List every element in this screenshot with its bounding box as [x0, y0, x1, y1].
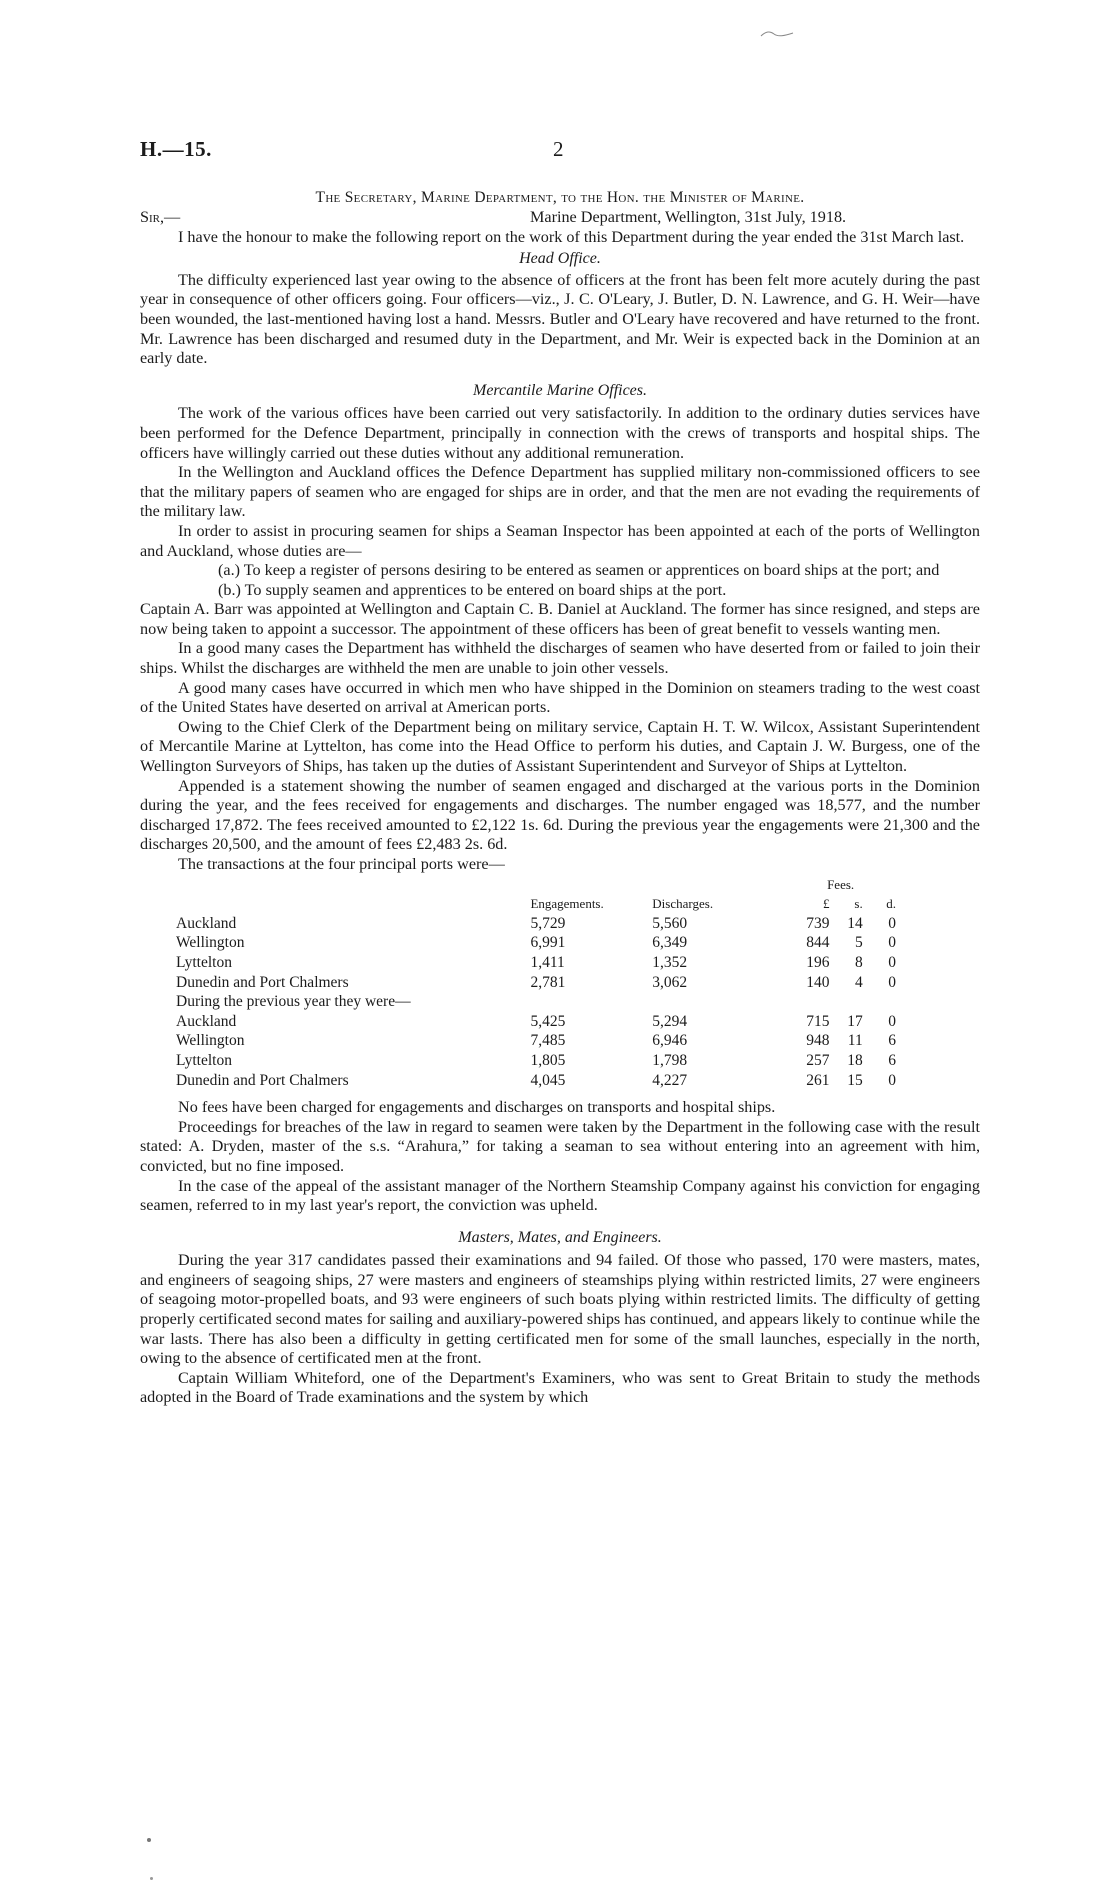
fee-pence: 6: [888, 1051, 896, 1069]
engagements-value: 5,729: [530, 914, 566, 932]
port-name: Auckland: [176, 1012, 237, 1030]
after-table-paragraph-3: In the case of the appeal of the assistant manager of the Northern Steamship Company against his conviction for engaging seamen, referred to in my last year's report, the conviction was upheld.: [140, 1176, 980, 1215]
pence-header: d.: [886, 896, 896, 912]
pounds-header: £: [823, 896, 830, 912]
fee-shillings: 18: [847, 1051, 863, 1069]
fee-pence: 0: [888, 1012, 896, 1030]
fee-pence: 0: [888, 953, 896, 971]
head-office-paragraph: The difficulty experienced last year owing to the absence of officers at the front has been felt more acutely during the past year in consequence of other officers going. Four officers—viz., J. C. O'Leary, J. Butler, D. N. Lawrence, and G. H. Weir—have been wounded, the last-mentioned having lost a hand. Messrs. Butler and O'Leary have recovered and have returned to the front. Mr. Lawrence has been discharged and resumed duty in the Department, and Mr. Weir is expected back in the Dominion at an early date.: [140, 270, 980, 368]
port-transactions-table: [176, 875, 896, 1091]
discharges-value: 5,294: [652, 1012, 688, 1030]
mercantile-paragraph-2: In the Wellington and Auckland offices the Defence Department has supplied military non-commissioned officers to see that the military papers of seamen who are engaged for ships are in order, and that the men are not evading the requirements of the military law.: [140, 463, 980, 521]
discharges-value: 3,062: [652, 973, 688, 991]
discharges-value: 1,798: [652, 1051, 688, 1069]
table-row: [176, 953, 896, 973]
engagements-value: 6,991: [530, 934, 566, 952]
discharges-value: 1,352: [652, 953, 688, 971]
port-name: Dunedin and Port Chalmers: [176, 1071, 349, 1089]
mercantile-paragraph-8: Appended is a statement showing the number of seamen engaged and discharged at the various ports in the Dominion during the year, and the fees received for engagements and discharges. The number engaged was 18,577, and the number discharged 17,872. The fees received amounted to £2,122 1s. 6d. During the previous year the engagements were 21,300 and the discharges 20,500, and the amount of fees £2,483 2s. 6d.: [140, 776, 980, 854]
fee-pounds: 715: [806, 1012, 830, 1030]
fee-pounds: 739: [806, 914, 830, 932]
table-row: [176, 1012, 896, 1032]
masters-heading: Masters, Mates, and Engineers.: [458, 1228, 662, 1246]
discharges-value: 6,349: [652, 934, 688, 952]
mercantile-paragraph-6: A good many cases have occurred in which men who have shipped in the Dominion on steamers trading to the west coast of the United States have deserted on arrival at American ports.: [140, 678, 980, 717]
salutation-row: [140, 208, 980, 228]
port-name: Lyttelton: [176, 1051, 232, 1069]
engagements-value: 1,805: [530, 1051, 566, 1069]
document-code: H.—15.: [140, 137, 212, 161]
engagements-value: 1,411: [530, 953, 565, 971]
mercantile-paragraph-7: Owing to the Chief Clerk of the Department being on military service, Captain H. T. W. Wilcox, Assistant Superintendent of Mercantile Marine at Lyttelton, has come into the Head Office to perform his duties, and Captain J. W. Burgess, one of the Wellington Surveyors of Ships, has taken up the duties of Assistant Superintendent and Surveyor of Ships at Lyttelton.: [140, 717, 980, 776]
mercantile-paragraph-4: Captain A. Barr was appointed at Wellington and Captain C. B. Daniel at Auckland. The former has since resigned, and steps are now being taken to appoint a successor. The appointment of these officers has been of great benefit to vessels wanting men.: [140, 600, 980, 638]
fee-pence: 0: [888, 914, 896, 932]
fee-shillings: 11: [847, 1032, 863, 1050]
port-name: Wellington: [176, 1032, 245, 1050]
shillings-header: s.: [854, 896, 863, 912]
fee-shillings: 14: [847, 914, 863, 932]
table-row: [176, 1031, 896, 1051]
mercantile-paragraph-5: In a good many cases the Department has withheld the discharges of seamen who have deserted from or failed to join their ships. Whilst the discharges are withheld the men are unable to join other vessels.: [140, 639, 980, 678]
fee-shillings: 8: [854, 953, 863, 971]
port-name: Auckland: [176, 914, 237, 932]
mercantile-paragraph-3: In order to assist in procuring seamen for ships a Seaman Inspector has been appointed at each of the ports of Wellington and Auckland, whose duties are—: [140, 521, 980, 560]
fee-pence: 0: [888, 934, 896, 952]
engagements-value: 7,485: [530, 1032, 566, 1050]
fee-pounds: 196: [806, 953, 830, 971]
previous-year-label-row: [176, 992, 896, 1012]
port-name: Wellington: [176, 934, 245, 952]
engagements-value: 5,425: [530, 1012, 566, 1030]
report-body: [140, 188, 980, 1408]
engagements-header: Engagements.: [530, 896, 604, 912]
fees-header: Fees.: [827, 876, 855, 892]
duty-b: (b.) To supply seamen and apprentices to be entered on board ships at the port.: [218, 580, 727, 599]
previous-year-label: During the previous year they were—: [176, 993, 411, 1011]
discharges-value: 4,227: [652, 1071, 688, 1089]
discharges-header: Discharges.: [652, 896, 714, 912]
mercantile-paragraph-1: The work of the various offices have been carried out very satisfactorily. In addition to the ordinary duties services have been performed for the Defence Department, principally in connection with the crews of transports and hospital ships. The officers have willingly carried out these duties without any additional remuneration.: [140, 404, 980, 462]
dateline: Marine Department, Wellington, 31st July, 1918.: [530, 207, 847, 226]
after-table-paragraph-2: Proceedings for breaches of the law in regard to seamen were taken by the Department in the following case with the result stated: A. Dryden, master of the s.s. “Arahura,” for taking a seaman to sea without entering into an agreement with him, convicted, but no fine imposed.: [140, 1117, 980, 1175]
intro-paragraph: I have the honour to make the following report on the work of this Department during the year ended the 31st March last.: [178, 227, 965, 246]
fee-pounds: 844: [806, 934, 830, 952]
fee-pounds: 257: [806, 1051, 830, 1069]
discharges-value: 6,946: [652, 1032, 688, 1050]
fee-shillings: 4: [854, 973, 863, 991]
fee-pence: 6: [888, 1032, 896, 1050]
masters-paragraph-2: Captain William Whiteford, one of the Department's Examiners, who was sent to Great Britain to study the methods adopted in the Board of Trade examinations and the system by which: [140, 1368, 980, 1407]
mercantile-paragraph-9: The transactions at the four principal ports were—: [178, 855, 505, 873]
engagements-value: 2,781: [530, 973, 566, 991]
discharges-value: 5,560: [652, 914, 688, 932]
table-header-row: [176, 894, 896, 914]
table-row: [176, 933, 896, 953]
margin-speck: [147, 1838, 151, 1842]
table-header-fees-row: [176, 875, 896, 895]
fee-pounds: 261: [806, 1071, 830, 1089]
port-name: Dunedin and Port Chalmers: [176, 973, 349, 991]
table-row: [176, 1071, 896, 1091]
engagements-value: 4,045: [530, 1071, 566, 1089]
mercantile-heading: Mercantile Marine Offices.: [472, 381, 648, 399]
table-row: [176, 914, 896, 934]
letter-title: The Secretary, Marine Department, to the Hon. the Minister of Marine.: [315, 189, 805, 206]
duty-a: (a.) To keep a register of persons desiring to be entered as seamen or apprentices on board ships at the port; and: [218, 561, 940, 580]
fee-pence: 0: [888, 1071, 896, 1089]
fee-pounds: 948: [806, 1032, 830, 1050]
page-number: 2: [553, 137, 564, 161]
salutation: Sir,—: [140, 207, 181, 226]
fee-pounds: 140: [806, 973, 830, 991]
fee-shillings: 15: [847, 1071, 863, 1089]
port-name: Lyttelton: [176, 953, 232, 971]
fee-pence: 0: [888, 973, 896, 991]
fee-shillings: 17: [847, 1012, 863, 1030]
fee-shillings: 5: [854, 934, 863, 952]
margin-speck: [150, 1877, 153, 1880]
after-table-paragraph-1: No fees have been charged for engagements and discharges on transports and hospital ships.: [178, 1098, 776, 1117]
head-office-heading: Head Office.: [519, 250, 601, 268]
table-row: [176, 973, 896, 993]
masters-paragraph-1: During the year 317 candidates passed their examinations and 94 failed. Of those who passed, 170 were masters, mates, and engineers of seagoing ships, 27 were masters and engineers of steamships plying within restricted limits, 27 were engineers of seagoing motor-propelled boats, and 93 were engineers of such boats plying within restricted limits. The difficulty of getting properly certificated second mates for sailing and auxiliary-powered ships has continued, and appears likely to continue while the war lasts. There has also been a difficulty in getting certificated men for some of the small launches, especially in the north, owing to the absence of certificated men at the front.: [140, 1251, 980, 1368]
pencil-mark: [760, 30, 794, 38]
table-row: [176, 1051, 896, 1071]
